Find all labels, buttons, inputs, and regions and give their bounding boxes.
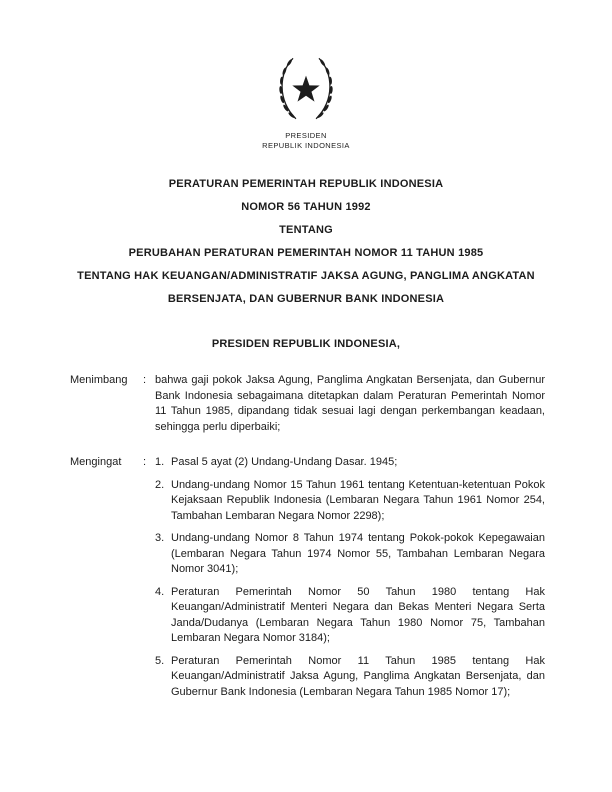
item-number: 2.	[155, 478, 165, 491]
title-line-1: PERATURAN PEMERINTAH REPUBLIK INDONESIA	[168, 178, 444, 190]
title-line-2: NOMOR 56 TAHUN 1992	[241, 201, 371, 213]
title-line-3: TENTANG	[279, 224, 333, 236]
document-body	[0, 373, 612, 700]
considering-section	[70, 373, 545, 435]
considering-text: bahwa gaji pokok Jaksa Agung, Panglima Angkatan Bersenjata, dan Gubernur Bank Indonesia sebagaimana ditetapkan dalam Peraturan Pemerintah Nomor 11 Tahun 1985, dipandang tidak sesuai lagi dengan perkembangan keadaan, sehingga perlu diperbaiki;	[155, 374, 545, 433]
item-number: 1.	[155, 456, 165, 468]
item-text: Undang-undang Nomor 8 Tahun 1974 tentang Pokok-pokok Kepegawaian (Lembaran Negara Tahun 1974 Nomor 55, Tambahan Lembaran Negara Nomor 3041);	[171, 532, 545, 575]
title-line-5: TENTANG HAK KEUANGAN/ADMINISTRATIF JAKSA AGUNG, PANGLIMA ANGKATAN	[77, 270, 535, 282]
header-country: REPUBLIK INDONESIA	[262, 141, 350, 150]
item-number: 3.	[155, 532, 165, 544]
seal-container	[0, 0, 612, 151]
item-text: Peraturan Pemerintah Nomor 11 Tahun 1985 tentang Hak Keuangan/Administratif Jaksa Agung, Panglima Angkatan Bersenjata, dan Gubernur Bank Indonesia (Lembaran Negara Tahun 1985 Nomor 17);	[171, 654, 545, 698]
list-item	[155, 455, 545, 471]
item-text: Peraturan Pemerintah Nomor 50 Tahun 1980 tentang Hak Keuangan/Administratif Menteri Negara dan Bekas Menteri Negara Serta Janda/Dudanya (Lembaran Negara Tahun 1980 Nomor 75, Tambahan Lembaran Negara Nomor 3184);	[171, 585, 545, 644]
recalling-section	[70, 455, 545, 700]
list-item	[155, 654, 545, 701]
recalling-colon: :	[143, 456, 147, 468]
salutation: PRESIDEN REPUBLIK INDONESIA,	[211, 338, 401, 350]
item-text: Pasal 5 ayat (2) Undang-Undang Dasar. 1945;	[171, 456, 398, 468]
recalling-label: Mengingat	[70, 456, 122, 468]
list-item	[155, 585, 545, 647]
title-line-4: PERUBAHAN PERATURAN PEMERINTAH NOMOR 11 TAHUN 1985	[128, 247, 484, 259]
considering-colon: :	[143, 374, 147, 386]
presidential-seal-icon	[270, 54, 342, 126]
considering-label: Menimbang	[70, 374, 128, 386]
list-item	[155, 478, 545, 525]
document-title	[0, 173, 612, 311]
star-icon	[292, 76, 319, 102]
item-number: 4.	[155, 585, 165, 598]
title-line-6: BERSENJATA, DAN GUBERNUR BANK INDONESIA	[167, 293, 445, 305]
list-item	[155, 531, 545, 578]
item-number: 5.	[155, 654, 165, 667]
item-text: Undang-undang Nomor 15 Tahun 1961 tentang Ketentuan-ketentuan Pokok Kejaksaan Republik Indonesia (Lembaran Negara Tahun 1961 Nomor 254, Tambahan Lembaran Negara Nomor 2298);	[171, 478, 545, 522]
header-institution: PRESIDEN	[285, 131, 327, 140]
